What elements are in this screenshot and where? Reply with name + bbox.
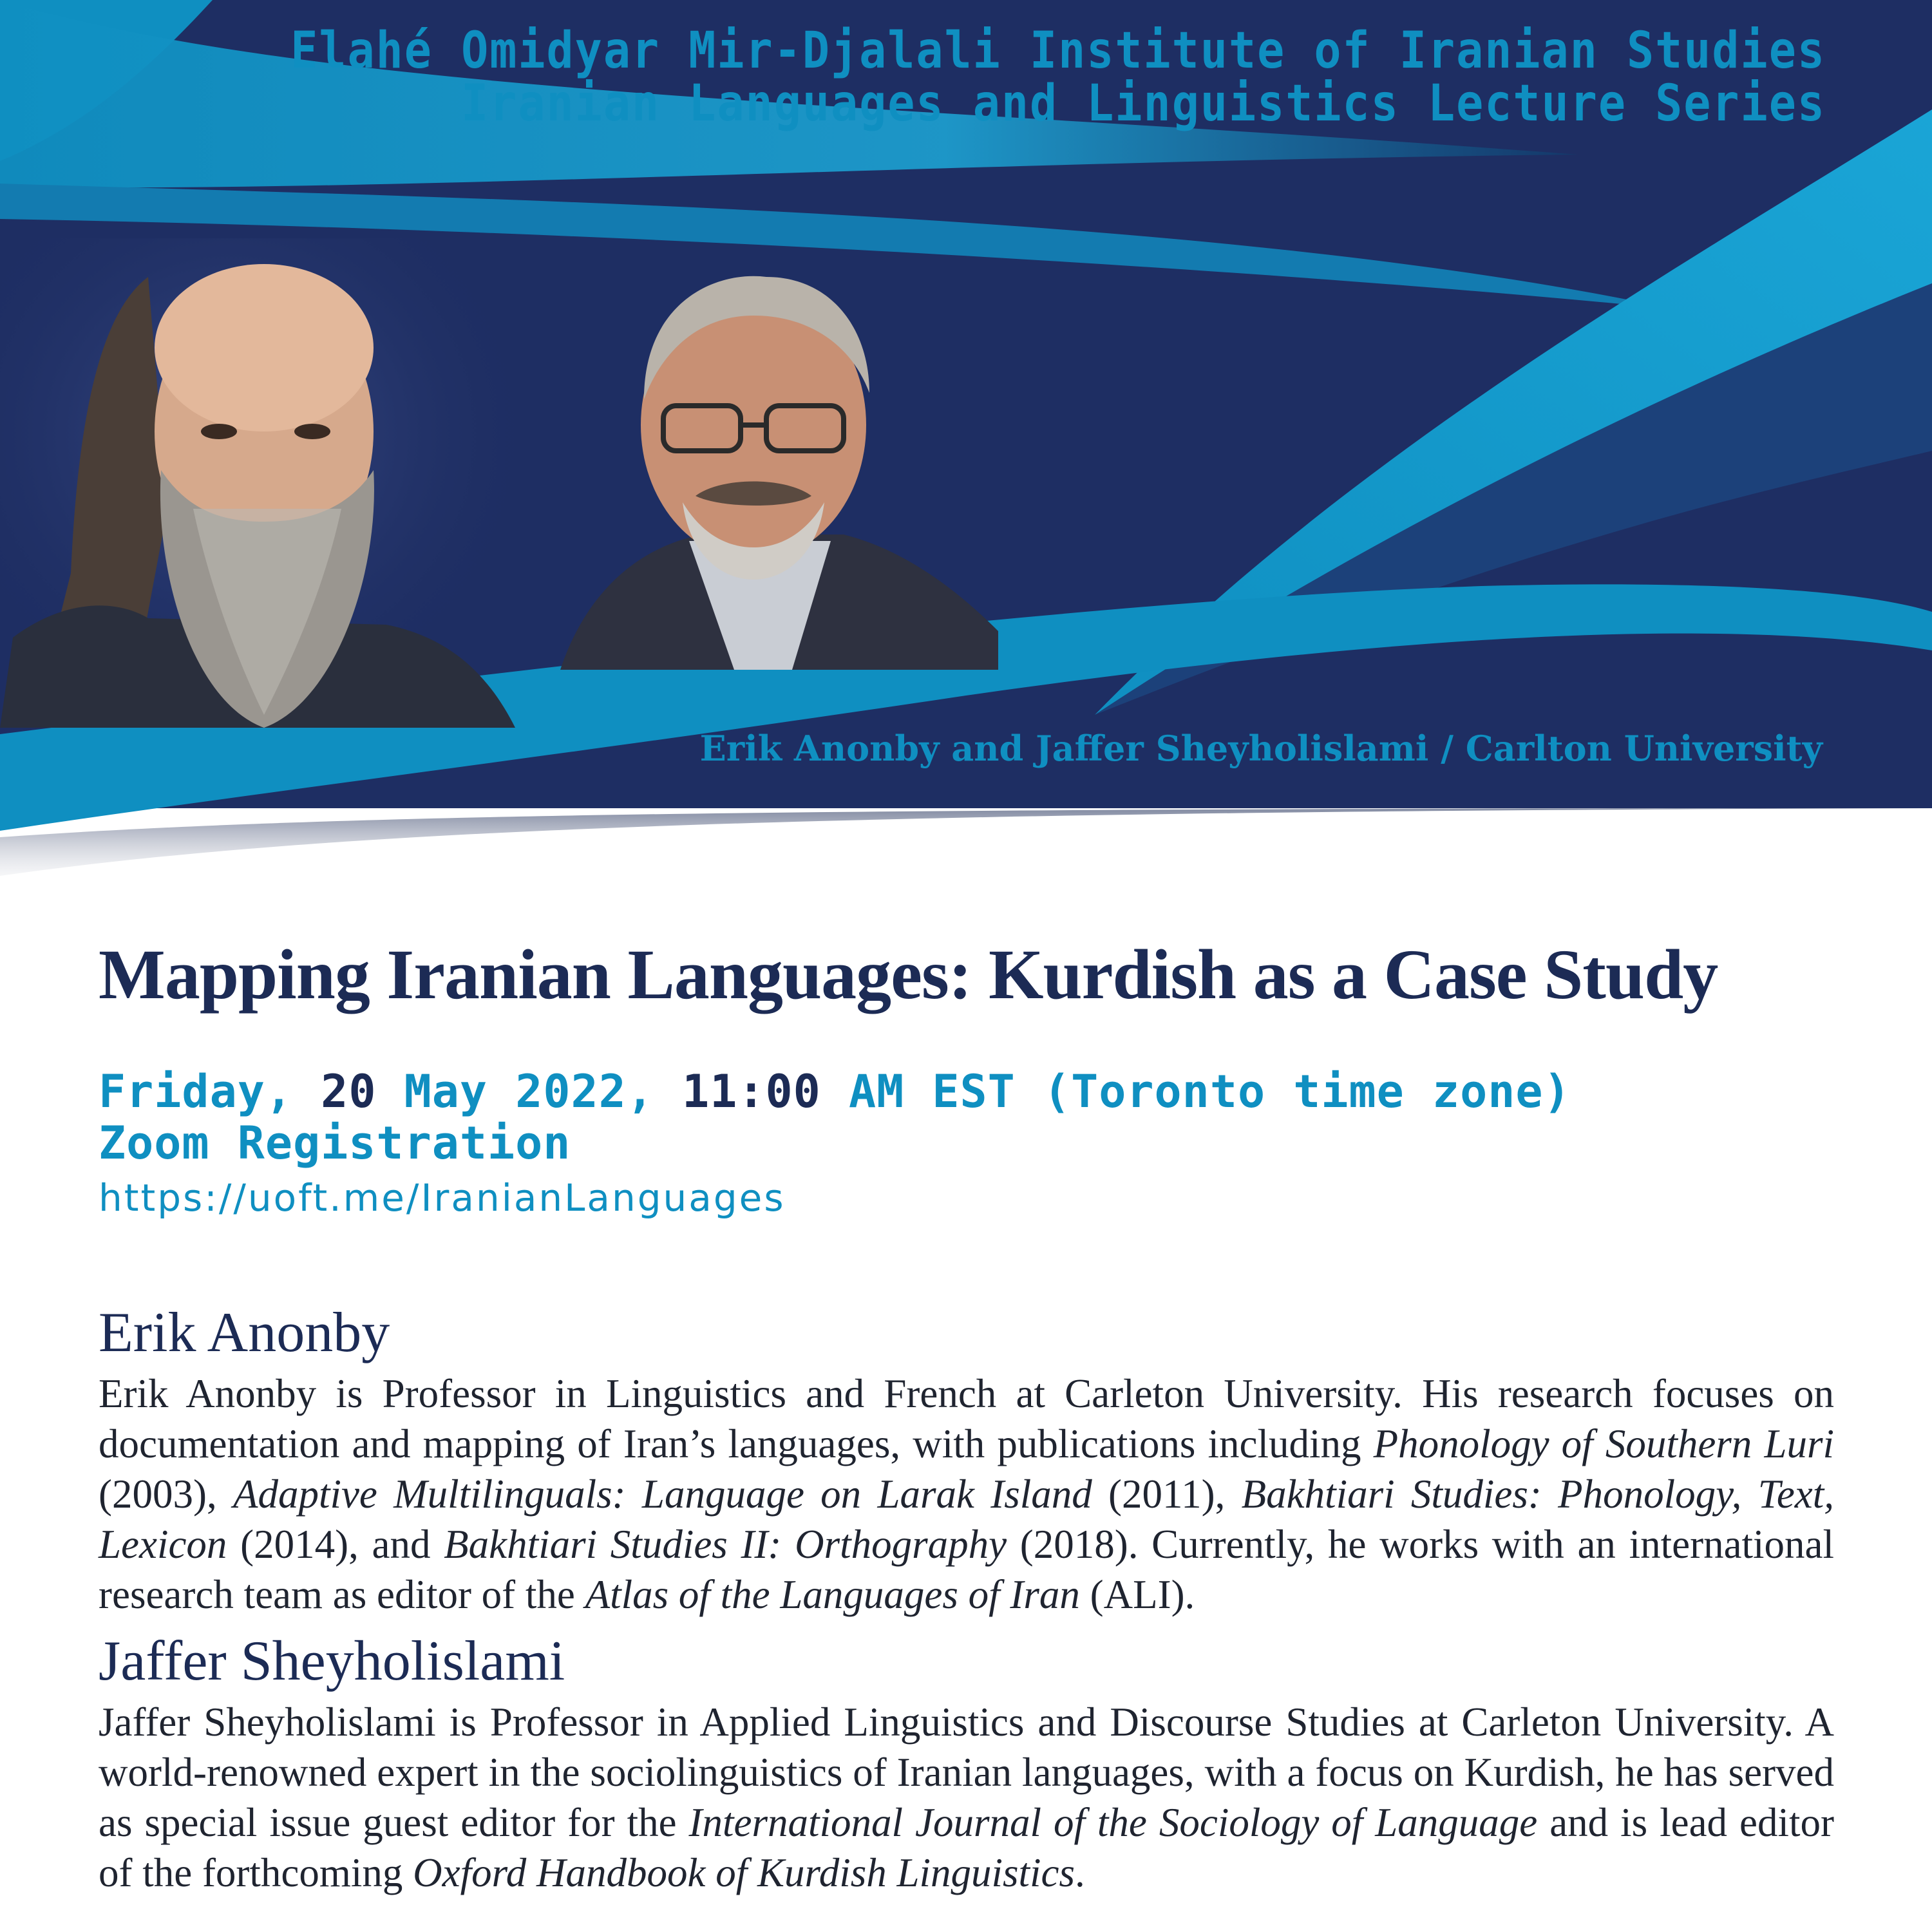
event-time: 11:00 bbox=[682, 1065, 821, 1118]
bio-text-segment: (2003), bbox=[99, 1472, 233, 1517]
event-datetime bbox=[99, 1066, 1834, 1117]
publication-title: Atlas of the Languages of Iran bbox=[585, 1572, 1080, 1617]
event-date-number: 20 bbox=[321, 1065, 377, 1118]
bio-text-segment: . bbox=[1075, 1850, 1085, 1895]
lecture-series-name: Iranian Languages and Linguistics Lecture Series bbox=[461, 73, 1826, 133]
bio-text-jaffer bbox=[99, 1697, 1834, 1898]
bio-text-segment: Jaffer Sheyholislami is Professor in Applied Linguistics and Discourse Studies at Carleton University. A world-renowned expert in the sociolinguistics of Iranian languages, with a focus on Kurdish, he has served as special issue guest editor for the bbox=[99, 1700, 1834, 1845]
publication-title: Adaptive Multilinguals: Language on Larak Island bbox=[232, 1472, 1092, 1517]
event-details bbox=[99, 1066, 1834, 1227]
bio-text-segment: Erik Anonby is Professor in Linguistics and French at Carleton University. His research focuses on documentation and mapping of Iran’s languages, with publications including bbox=[99, 1371, 1834, 1466]
event-time-zone: AM EST (Toronto time zone) bbox=[848, 1065, 1571, 1118]
publication-title: Oxford Handbook of Kurdish Linguistics bbox=[413, 1850, 1075, 1895]
bio-name-jaffer: Jaffer Sheyholislami bbox=[99, 1630, 565, 1692]
bio-text-segment: and is lead editor of the forthcoming bbox=[99, 1800, 1834, 1895]
header-banner bbox=[0, 0, 1932, 902]
institute-name: Elahé Omidyar Mir-Djalali Institute of Iranian Studies bbox=[290, 21, 1826, 80]
registration-label: Zoom Registration bbox=[99, 1117, 571, 1170]
event-content bbox=[99, 934, 1834, 1898]
bio-text-segment: (2014), and bbox=[227, 1522, 444, 1567]
bio-text-erik bbox=[99, 1368, 1834, 1620]
speaker-portrait-jaffer bbox=[535, 245, 998, 670]
bio-text-segment: (2018). Currently, he works with an international research team as editor of the bbox=[99, 1522, 1835, 1617]
speakers-affiliation: Erik Anonby and Jaffer Sheyholislami / Carlton University bbox=[699, 728, 1823, 769]
registration-link[interactable]: https://uoft.me/IranianLanguages bbox=[99, 1176, 786, 1220]
bio-name-erik: Erik Anonby bbox=[99, 1302, 390, 1364]
publication-title: International Journal of the Sociology of Language bbox=[688, 1800, 1538, 1845]
bio-text-segment: (2011), bbox=[1092, 1472, 1242, 1517]
event-day: Friday, bbox=[99, 1065, 294, 1118]
bio-text-segment: (ALI). bbox=[1079, 1572, 1195, 1617]
publication-title: Bakhtiari Studies: Phonology, Text, Lexicon bbox=[99, 1472, 1835, 1567]
speaker-portrait-erik bbox=[0, 238, 515, 728]
publication-title: Phonology of Southern Luri bbox=[1373, 1421, 1835, 1466]
event-title: Mapping Iranian Languages: Kurdish as a Case Study bbox=[99, 935, 1718, 1014]
publication-title: Bakhtiari Studies II: Orthography bbox=[444, 1522, 1007, 1567]
event-month-year: May 2022, bbox=[404, 1065, 654, 1118]
